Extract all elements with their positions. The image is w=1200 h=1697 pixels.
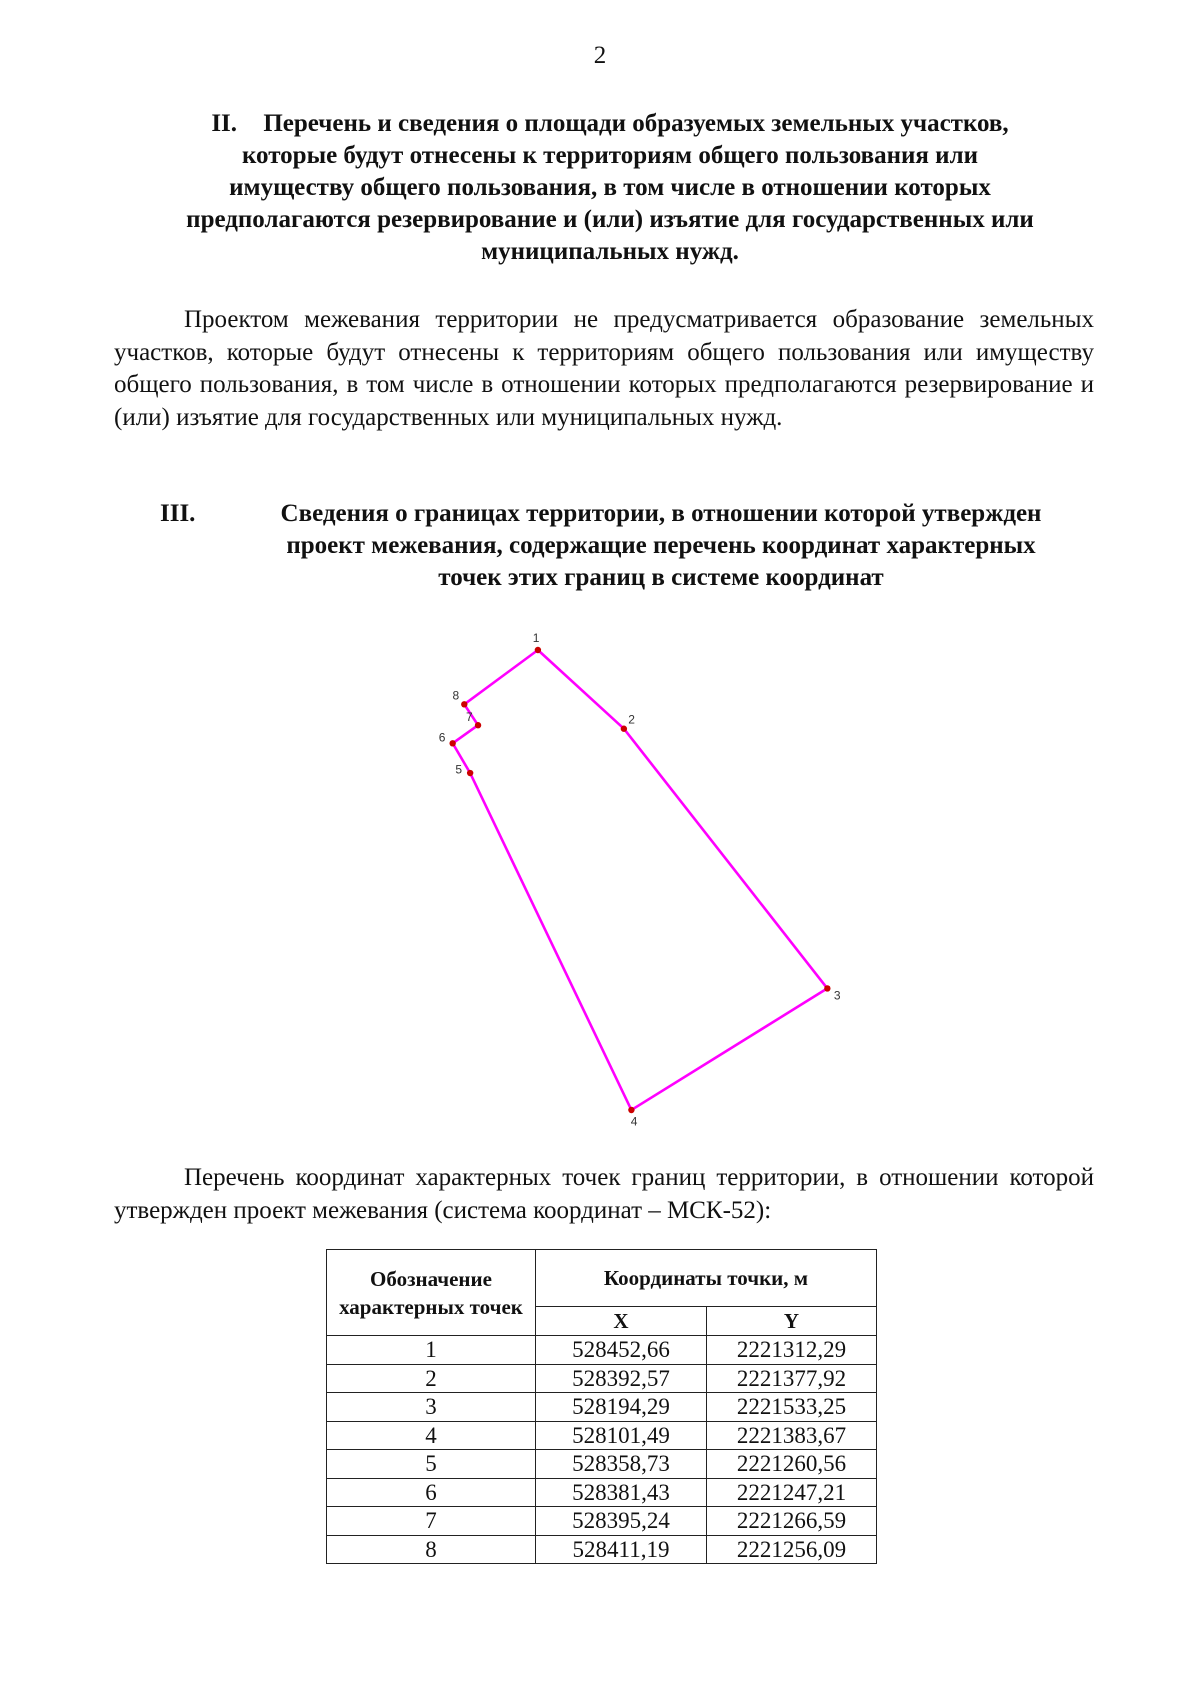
x-cell: 528452,66 (536, 1336, 707, 1365)
boundary-point-5 (467, 770, 473, 776)
boundary-point-8 (461, 701, 467, 707)
section-iii-title-line: точек этих границ в системе координат (438, 564, 884, 591)
point-cell: 6 (327, 1478, 536, 1507)
section-ii-paragraph: Проектом межевания территории не предусматривается образование земельных участков, которые будут отнесены к территориям общего пользования или имуществу общего пользования, в том числе в отношении которых предполагаются резервирование и (или) изъятие для государственных или муниципальных нужд. (114, 306, 1094, 431)
boundary-point-1 (535, 647, 541, 653)
boundary-point-label: 3 (833, 988, 841, 1003)
section-iii-intro: Перечень координат характерных точек границ территории, в отношении которой утвержден проект межевания (система координат – МСК-52): (114, 1164, 1094, 1224)
x-cell: 528194,29 (536, 1393, 707, 1422)
x-cell: 528358,73 (536, 1450, 707, 1479)
boundary-point-label: 1 (532, 631, 540, 646)
section-ii-title-line: предполагаются резервирование и (или) изъятие для государственных или (186, 206, 1034, 233)
section-iii-heading (160, 498, 1100, 594)
point-cell: 2 (327, 1364, 536, 1393)
y-cell: 2221247,21 (707, 1478, 877, 1507)
x-cell: 528101,49 (536, 1421, 707, 1450)
point-cell: 5 (327, 1450, 536, 1479)
boundary-plan (420, 620, 860, 1140)
boundary-point-label: 8 (452, 688, 460, 703)
header-x: X (536, 1307, 707, 1336)
section-iii-title-line: Сведения о границах территории, в отношении которой утвержден (280, 500, 1042, 527)
section-ii-title-line: которые будут отнесены к территориям общего пользования или (241, 142, 979, 169)
section-iii-number: III. (160, 500, 196, 527)
table-row (327, 1507, 877, 1536)
table-row (327, 1393, 877, 1422)
table-row (327, 1336, 877, 1365)
point-cell: 8 (327, 1535, 536, 1564)
boundary-point-label: 2 (628, 712, 635, 727)
table-row (327, 1364, 877, 1393)
boundary-point-label: 5 (455, 762, 463, 777)
boundary-point-label: 4 (630, 1114, 638, 1129)
point-cell: 4 (327, 1421, 536, 1450)
section-ii-heading (120, 108, 1100, 268)
point-cell: 1 (327, 1336, 536, 1365)
x-cell: 528392,57 (536, 1364, 707, 1393)
table-row (327, 1450, 877, 1479)
boundary-point-3 (824, 985, 830, 991)
y-cell: 2221256,09 (707, 1535, 877, 1564)
boundary-point-label: 6 (438, 730, 446, 745)
table-row (327, 1478, 877, 1507)
boundary-point-7 (475, 722, 481, 728)
y-cell: 2221383,67 (707, 1421, 877, 1450)
y-cell: 2221266,59 (707, 1507, 877, 1536)
y-cell: 2221533,25 (707, 1393, 877, 1422)
boundary-point-2 (621, 726, 627, 732)
boundary-polygon (453, 650, 828, 1110)
table-row (327, 1421, 877, 1450)
boundary-point-label: 7 (465, 709, 473, 724)
section-ii-number: II. (211, 110, 238, 137)
x-cell: 528395,24 (536, 1507, 707, 1536)
boundary-point-4 (628, 1107, 634, 1113)
point-cell: 7 (327, 1507, 536, 1536)
section-ii-title-line: муниципальных нужд. (481, 238, 739, 265)
y-cell: 2221260,56 (707, 1450, 877, 1479)
y-cell: 2221312,29 (707, 1336, 877, 1365)
section-iii-title-line: проект межевания, содержащие перечень координат характерных (286, 532, 1036, 559)
coordinates-table (326, 1249, 877, 1564)
section-ii-title-line: имуществу общего пользования, в том числе в отношении которых (229, 174, 991, 201)
header-y: Y (707, 1307, 877, 1336)
boundary-point-6 (449, 740, 455, 746)
y-cell: 2221377,92 (707, 1364, 877, 1393)
table-row (327, 1535, 877, 1564)
header-coordinates: Координаты точки, м (536, 1250, 877, 1307)
x-cell: 528381,43 (536, 1478, 707, 1507)
x-cell: 528411,19 (536, 1535, 707, 1564)
point-cell: 3 (327, 1393, 536, 1422)
page-number: 2 (593, 42, 607, 69)
header-designation: Обозначение характерных точек (327, 1250, 536, 1336)
section-ii-title-line: Перечень и сведения о площади образуемых земельных участков, (263, 110, 1009, 137)
